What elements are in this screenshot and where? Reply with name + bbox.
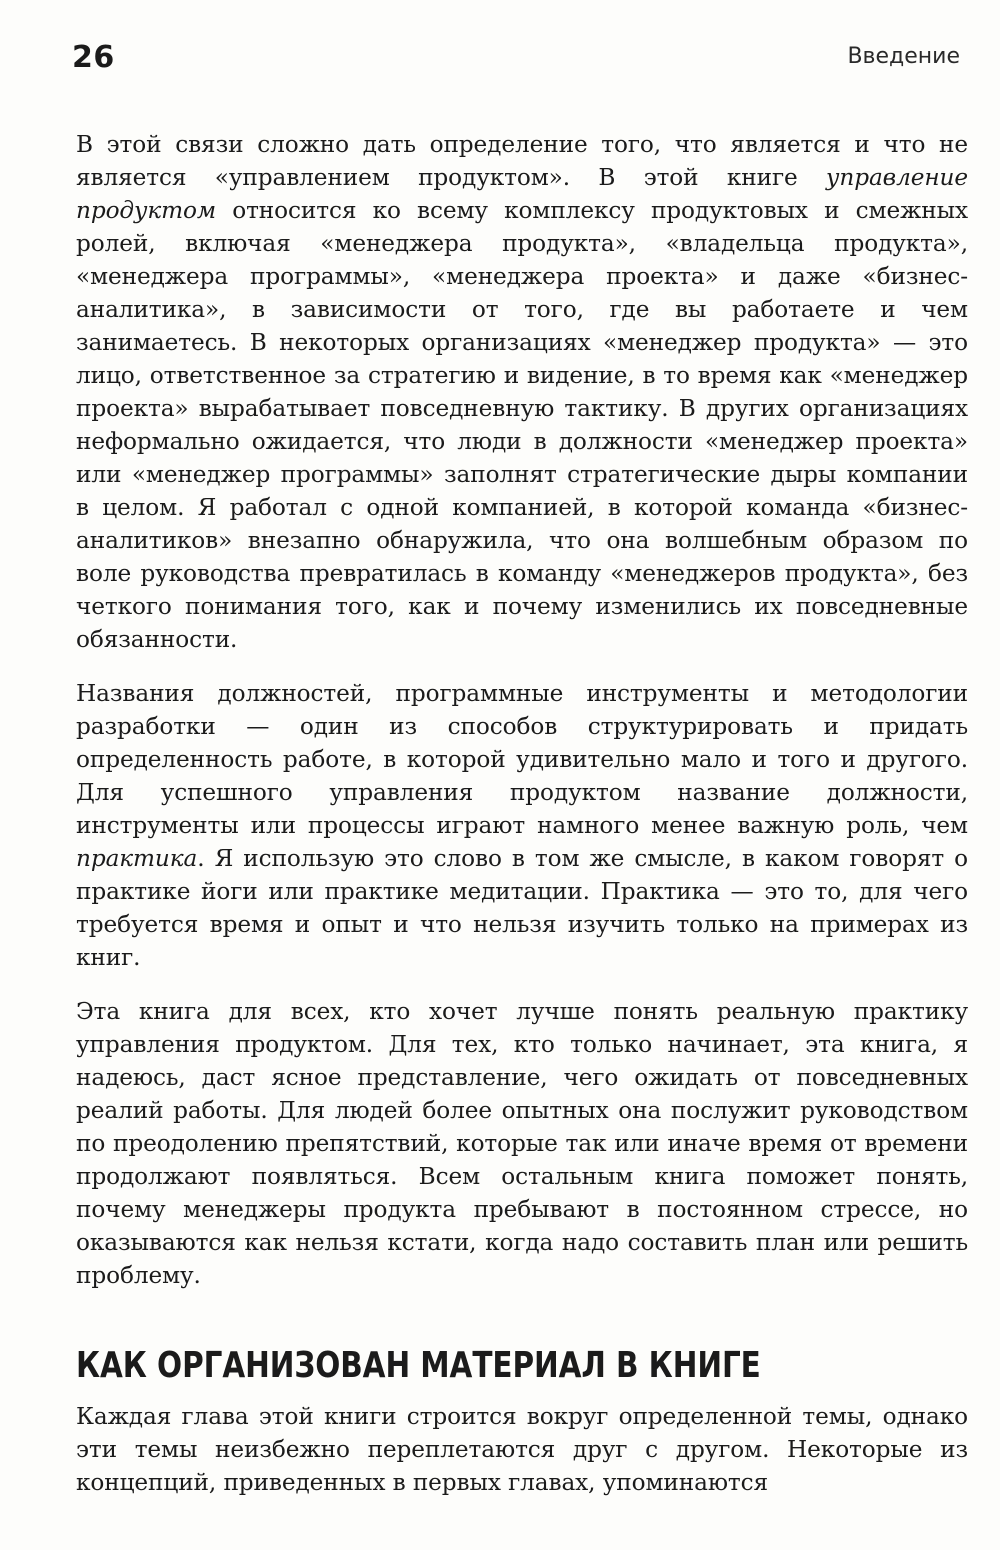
paragraph-text: Эта книга для всех, кто хочет лучше понять реальную практику управления продуктом. Для тех, кто только начинает, эта книга, я надеюсь, даст ясное представление, чего ожидать от повседневных реалий работы. Для людей более опытных она послужит руководством по преодолению препятствий, которые так или иначе время от времени продолжают появляться. Всем остальным книга поможет понять, почему менеджеры продукта пребывают в постоянном стрессе, но оказываются как нельзя кстати, когда надо составить план или решить проблему. <box>76 998 968 1289</box>
paragraph-text: . Я использую это слово в том же смысле, в каком говорят о практике йоги или практике медитации. Практика — это то, для чего требуется время и опыт и что нельзя изучить только на примерах из книг. <box>76 845 968 971</box>
section-heading: КАК ОРГАНИЗОВАН МАТЕРИАЛ В КНИГЕ <box>76 1345 761 1386</box>
running-head: Введение <box>847 44 960 69</box>
paragraph <box>76 677 968 974</box>
body-text <box>76 128 968 1520</box>
page-number: 26 <box>72 40 115 75</box>
paragraph-text: Названия должностей, программные инструменты и методологии разработки — один из способов структурировать и придать определенность работе, в которой удивительно мало и того и другого. Для успешного управления продуктом название должности, инструменты или процессы играют намного менее важную роль, чем <box>76 680 968 839</box>
paragraph <box>76 995 968 1292</box>
paragraph <box>76 128 968 656</box>
emphasis-term: практика <box>76 845 198 872</box>
paragraph-text: Каждая глава этой книги строится вокруг определенной темы, однако эти темы неизбежно переплетаются друг с другом. Некоторые из концепций, приведенных в первых главах, упоминаются <box>76 1403 968 1496</box>
paragraph-text: относится ко всему комплексу продуктовых и смежных ролей, включая «менеджера продукта», «владельца продукта», «менеджера программы», «менеджера проекта» и даже «бизнес-аналитика», в зависимости от того, где вы работаете и чем занимаетесь. В некоторых организациях «менеджер продукта» — это лицо, ответственное за стратегию и видение, в то время как «менеджер проекта» вырабатывает повседневную тактику. В других организациях неформально ожидается, что люди в должности «менеджер проекта» или «менеджер программы» заполнят стратегические дыры компании в целом. Я работал с одной компанией, в которой команда «бизнес-аналитиков» внезапно обнаружила, что она волшебным образом по воле руководства превратилась в команду «менеджеров продукта», без четкого понимания того, как и почему изменились их повседневные обязанности. <box>76 197 968 653</box>
paragraph <box>76 1400 968 1499</box>
emphasis-term: управление продуктом <box>76 164 968 224</box>
paragraph-text: В этой связи сложно дать определение того, что является и что не является «управлением продуктом». В этой книге <box>76 131 968 191</box>
